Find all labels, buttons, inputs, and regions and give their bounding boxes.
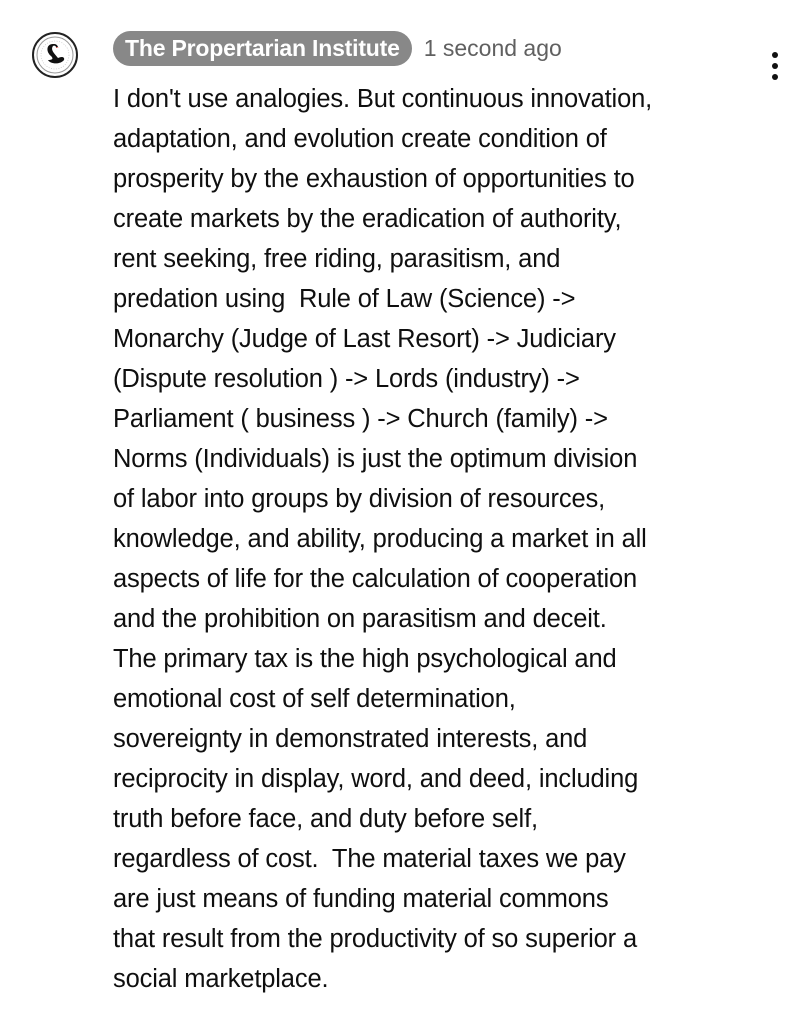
comment-text-line: Parliament ( business ) -> Church (family) -> [113, 405, 608, 433]
comment-text-line: Norms (Individuals) is just the optimum division [113, 445, 638, 473]
comment-text-line: that result from the productivity of so superior a [113, 925, 637, 953]
comment-text-line: truth before face, and duty before self, [113, 805, 538, 833]
comment-text-line: reciprocity in display, word, and deed, including [113, 765, 639, 793]
comment-header [113, 31, 562, 66]
comment-timestamp[interactable]: 1 second ago [423, 35, 562, 61]
comment-text-line: rent seeking, free riding, parasitism, and [113, 245, 561, 273]
comment-text-line: and the prohibition on parasitism and deceit. [113, 605, 607, 633]
comment-text-line: (Dispute resolution ) -> Lords (industry) -> [113, 365, 580, 393]
more-vertical-icon [772, 63, 778, 69]
comment-text-line: are just means of funding material commons [113, 885, 609, 913]
comment-text-line: social marketplace. [113, 965, 329, 993]
comment-text-line: create markets by the eradication of authority, [113, 205, 622, 233]
comment-text-line: adaptation, and evolution create condition of [113, 125, 607, 153]
comment-text-line: sovereignty in demonstrated interests, and [113, 725, 588, 753]
comment-text-line: aspects of life for the calculation of cooperation [113, 565, 638, 593]
comment-text-line: The primary tax is the high psychological and [113, 645, 617, 673]
more-vertical-icon [772, 52, 778, 58]
comment-text-line: regardless of cost. The material taxes we pay [113, 845, 626, 873]
black-swan-logo-icon [32, 32, 78, 78]
comment-text-line: I don't use analogies. But continuous innovation, [113, 85, 653, 113]
more-options-button[interactable] [764, 52, 786, 88]
comment-text-line: knowledge, and ability, producing a market in all [113, 525, 647, 553]
comment-text-line: of labor into groups by division of resources, [113, 485, 606, 513]
comment-body [113, 79, 753, 999]
comment-text-line: prosperity by the exhaustion of opportunities to [113, 165, 635, 193]
comment-text-line: predation using Rule of Law (Science) -> [113, 285, 576, 313]
avatar[interactable] [32, 32, 78, 78]
comment-text-line: Monarchy (Judge of Last Resort) -> Judiciary [113, 325, 616, 353]
comment-text-line: emotional cost of self determination, [113, 685, 516, 713]
more-vertical-icon [772, 74, 778, 80]
author-name-chip[interactable]: The Propertarian Institute [113, 31, 412, 66]
